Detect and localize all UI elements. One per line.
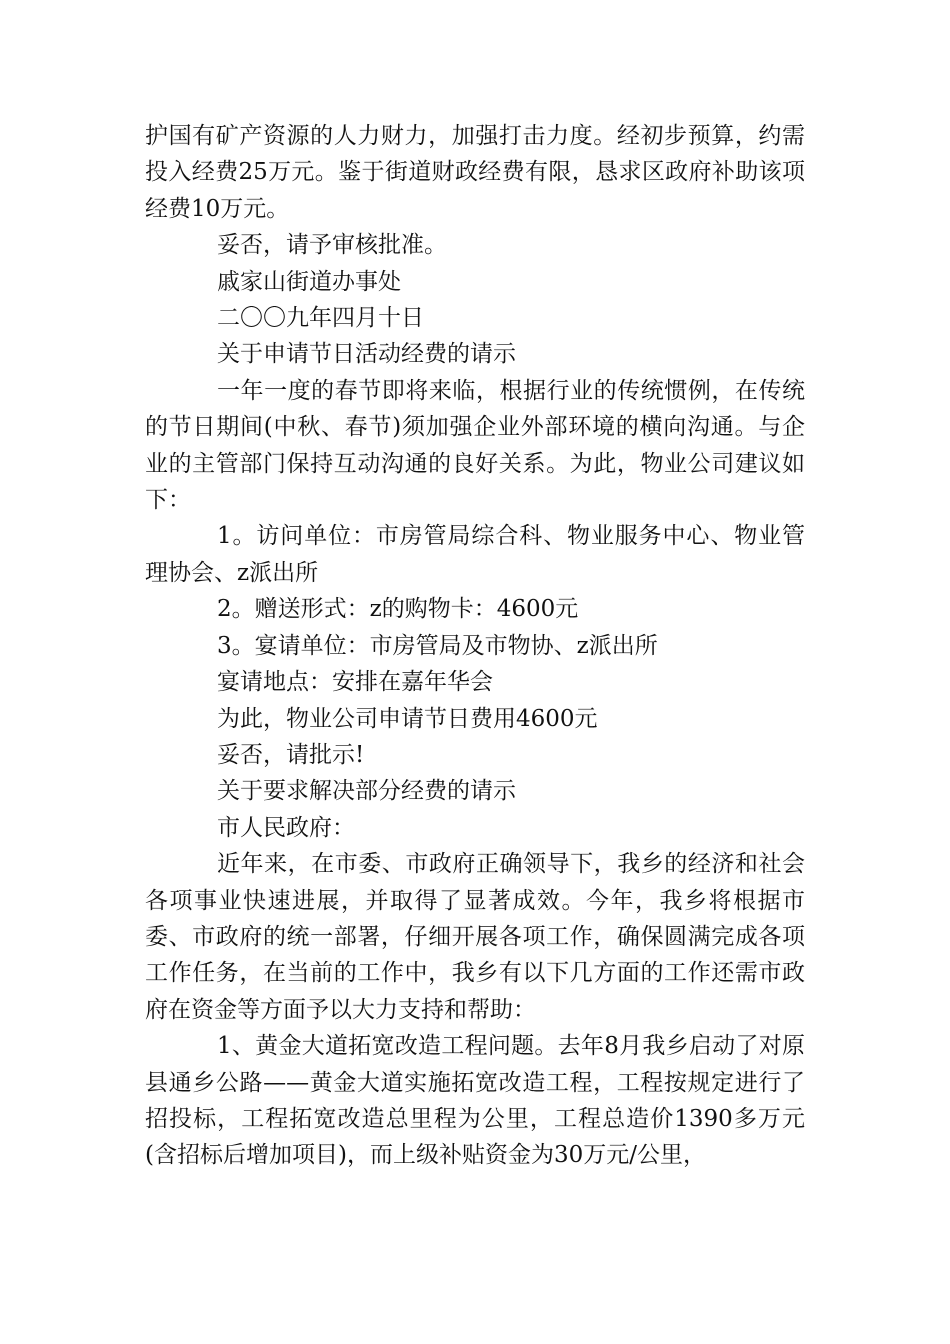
document-body — [145, 118, 805, 1174]
paragraph-date: 二〇〇九年四月十日 — [217, 305, 424, 332]
paragraph-item-gift-form: 2。赠送形式：z的购物卡：4600元 — [217, 596, 579, 623]
paragraph-sender-office: 戚家山街道办事处 — [217, 268, 401, 295]
paragraph-approval-request: 妥否，请予审核批准。 — [217, 232, 447, 259]
paragraph-funding-intro: 近年来，在市委、市政府正确领导下，我乡的经济和社会各项事业快速进展，并取得了显著成效。今年，我乡将根据市委、市政府的统一部署，仔细开展各项工作，确保圆满完成各项工作任务，在当前的工作中，我乡有以下几方面的工作还需市政府在资金等方面予以大力支持和帮助： — [145, 851, 805, 1023]
paragraph-holiday-cost: 为此，物业公司申请节日费用4600元 — [217, 705, 598, 732]
paragraph-title-holiday-funds: 关于申请节日活动经费的请示 — [217, 341, 516, 368]
paragraph-holiday-intro: 一年一度的春节即将来临，根据行业的传统惯例，在传统的节日期间(中秋、春节)须加强企业外部环境的横向沟通。与企业的主管部门保持互动沟通的良好关系。为此，物业公司建议如下： — [145, 377, 805, 514]
paragraph-item-golden-avenue: 1、黄金大道拓宽改造工程问题。去年8月我乡启动了对原县通乡公路——黄金大道实施拓宽改造工程，工程按规定进行了招投标，工程拓宽改造总里程为公里，工程总造价1390多万元(含招标后增加项目)，而上级补贴资金为30万元/公里， — [145, 1033, 805, 1169]
paragraph-title-funding: 关于要求解决部分经费的请示 — [217, 778, 516, 805]
paragraph-item-banquet-units: 3。宴请单位：市房管局及市物协、z派出所 — [217, 632, 658, 659]
paragraph-addressee: 市人民政府： — [217, 814, 355, 841]
paragraph-budget-request: 护国有矿产资源的人力财力，加强打击力度。经初步预算，约需投入经费25万元。鉴于街道财政经费有限，恳求区政府补助该项经费10万元。 — [145, 123, 805, 222]
paragraph-item-visit-units: 1。访问单位：市房管局综合科、物业服务中心、物业管理协会、z派出所 — [145, 523, 805, 586]
paragraph-approval-instruction: 妥否，请批示! — [217, 741, 365, 768]
paragraph-banquet-location: 宴请地点：安排在嘉年华会 — [217, 669, 493, 696]
